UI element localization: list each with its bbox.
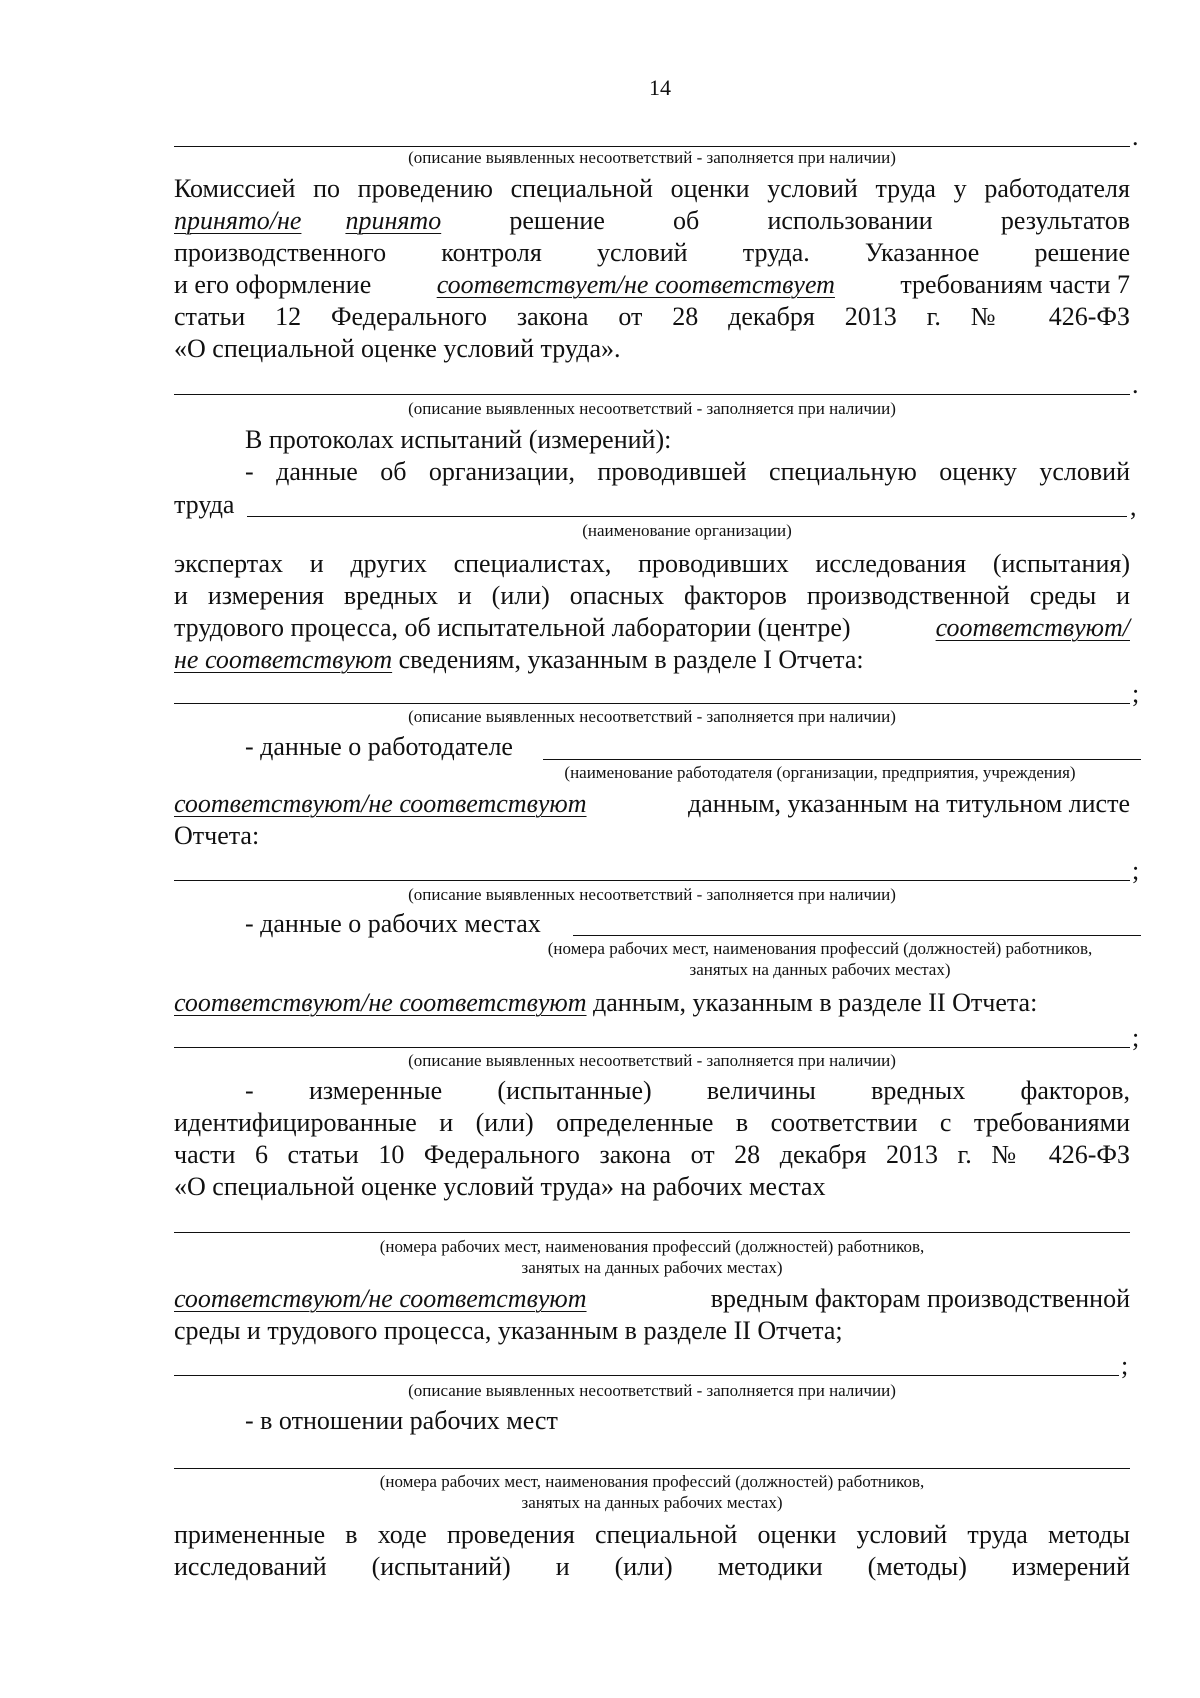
paragraph-line <box>174 987 1037 1019</box>
paragraph-line: части 6 статьи 10 Федерального закона от 28 декабря 2013 г. № 426-ФЗ <box>174 1140 1130 1169</box>
paragraph-line: идентифицированные и (или) определенные в соответствии с требованиями <box>174 1108 1130 1137</box>
text-segment: вредным факторам производственной <box>710 1284 1130 1313</box>
underlined-option: соответствуют/ <box>935 613 1130 642</box>
word: об <box>673 206 700 235</box>
field-caption: занятых на данных рабочих местах) <box>521 1493 783 1512</box>
text-segment: данным, указанным в разделе II Отчета: <box>593 988 1038 1017</box>
paragraph-line: экспертах и других специалистах, проводивших исследования (испытания) <box>174 549 1130 578</box>
underlined-option: соответствуют/не соответствуют <box>174 988 587 1017</box>
word: решение <box>509 206 605 235</box>
page-number: 14 <box>649 75 671 100</box>
field-caption: занятых на данных рабочих местах) <box>689 960 951 979</box>
field-caption: (номера рабочих мест, наименования профессий (должностей) работников, <box>379 1237 925 1256</box>
fill-line <box>174 1047 1130 1048</box>
line-end-period: . <box>1132 370 1139 399</box>
underlined-option: соответствуют/не соответствуют <box>174 789 587 818</box>
underlined-option: соответствуют/не соответствуют <box>174 1284 587 1313</box>
fill-line <box>174 1468 1130 1469</box>
paragraph-line <box>174 205 1130 237</box>
field-caption: (описание выявленных несоответствий - заполняется при наличии) <box>408 1381 896 1400</box>
field-caption: (описание выявленных несоответствий - заполняется при наличии) <box>408 1051 896 1070</box>
paragraph-line: и измерения вредных и (или) опасных факторов производственной среды и <box>174 581 1130 610</box>
paragraph-line <box>174 644 864 676</box>
fill-line <box>174 394 1130 395</box>
line-end-period: . <box>1132 122 1139 151</box>
line-end-semicolon: ; <box>1121 1351 1129 1380</box>
underlined-option: соответствует/не соответствует <box>436 270 835 299</box>
section-heading: В протоколах испытаний (измерений): <box>245 425 672 454</box>
paragraph-line: - данные о рабочих местах <box>245 909 541 938</box>
fill-line <box>543 759 1141 760</box>
line-end-comma: , <box>1130 492 1137 521</box>
paragraph-line: - измеренные (испытанные) величины вредных факторов, <box>245 1076 1130 1105</box>
word: результатов <box>1000 206 1130 235</box>
fill-line <box>174 880 1130 881</box>
text-segment: и его оформление <box>174 270 372 299</box>
fill-line <box>174 703 1130 704</box>
field-caption: (наименование организации) <box>582 521 792 540</box>
field-caption: (наименование работодателя (организации, предприятия, учреждения) <box>564 763 1076 782</box>
fill-line <box>174 146 1130 147</box>
line-end-semicolon: ; <box>1132 679 1140 708</box>
paragraph-line: труда <box>174 490 235 519</box>
paragraph-line: «О специальной оценке условий труда» на рабочих местах <box>174 1172 826 1201</box>
fill-line <box>174 1375 1119 1376</box>
fill-line <box>247 516 1127 517</box>
fill-line <box>174 1232 1130 1233</box>
text-segment: данным, указанным на титульном листе <box>688 789 1130 818</box>
paragraph-line: исследований (испытаний) и (или) методики (методы) измерений <box>174 1552 1130 1581</box>
paragraph-line: среды и трудового процесса, указанным в разделе II Отчета; <box>174 1316 843 1345</box>
paragraph-line: «О специальной оценке условий труда». <box>174 334 621 363</box>
field-caption: (номера рабочих мест, наименования профессий (должностей) работников, <box>379 1472 925 1491</box>
line-end-semicolon: ; <box>1132 856 1140 885</box>
underlined-option: принято <box>345 206 442 235</box>
field-caption: (номера рабочих мест, наименования профессий (должностей) работников, <box>547 939 1093 958</box>
text-segment: трудового процесса, об испытательной лаборатории (центре) <box>174 613 851 642</box>
text-segment: требованиям части 7 <box>900 270 1130 299</box>
line-end-semicolon: ; <box>1132 1023 1140 1052</box>
field-caption: (описание выявленных несоответствий - заполняется при наличии) <box>408 399 896 418</box>
paragraph-line: - в отношении рабочих мест <box>245 1406 558 1435</box>
underlined-option: не соответствуют <box>174 645 393 674</box>
paragraph-line: примененные в ходе проведения специальной оценки условий труда методы <box>174 1520 1130 1549</box>
paragraph-line: Комиссией по проведению специальной оценки условий труда у работодателя <box>174 174 1130 203</box>
field-caption: (описание выявленных несоответствий - заполняется при наличии) <box>408 707 896 726</box>
paragraph-line: - данные об организации, проводившей специальную оценку условий <box>245 457 1130 486</box>
field-caption: (описание выявленных несоответствий - заполняется при наличии) <box>408 885 896 904</box>
paragraph-line: - данные о работодателе <box>245 732 513 761</box>
field-caption: занятых на данных рабочих местах) <box>521 1258 783 1277</box>
paragraph-line <box>174 1283 1130 1315</box>
paragraph-line <box>174 788 1130 820</box>
field-caption: (описание выявленных несоответствий - заполняется при наличии) <box>408 148 896 167</box>
fill-line <box>573 935 1141 936</box>
text-segment: сведениям, указанным в разделе I Отчета: <box>398 645 864 674</box>
paragraph-line: Отчета: <box>174 821 260 850</box>
word: использовании <box>767 206 933 235</box>
paragraph-line <box>174 612 1130 644</box>
underlined-option: принято/не <box>174 206 302 235</box>
paragraph-line: производственного контроля условий труда. Указанное решение <box>174 238 1130 267</box>
paragraph-line <box>174 269 1130 301</box>
paragraph-line: статьи 12 Федерального закона от 28 декабря 2013 г. № 426-ФЗ <box>174 302 1130 331</box>
